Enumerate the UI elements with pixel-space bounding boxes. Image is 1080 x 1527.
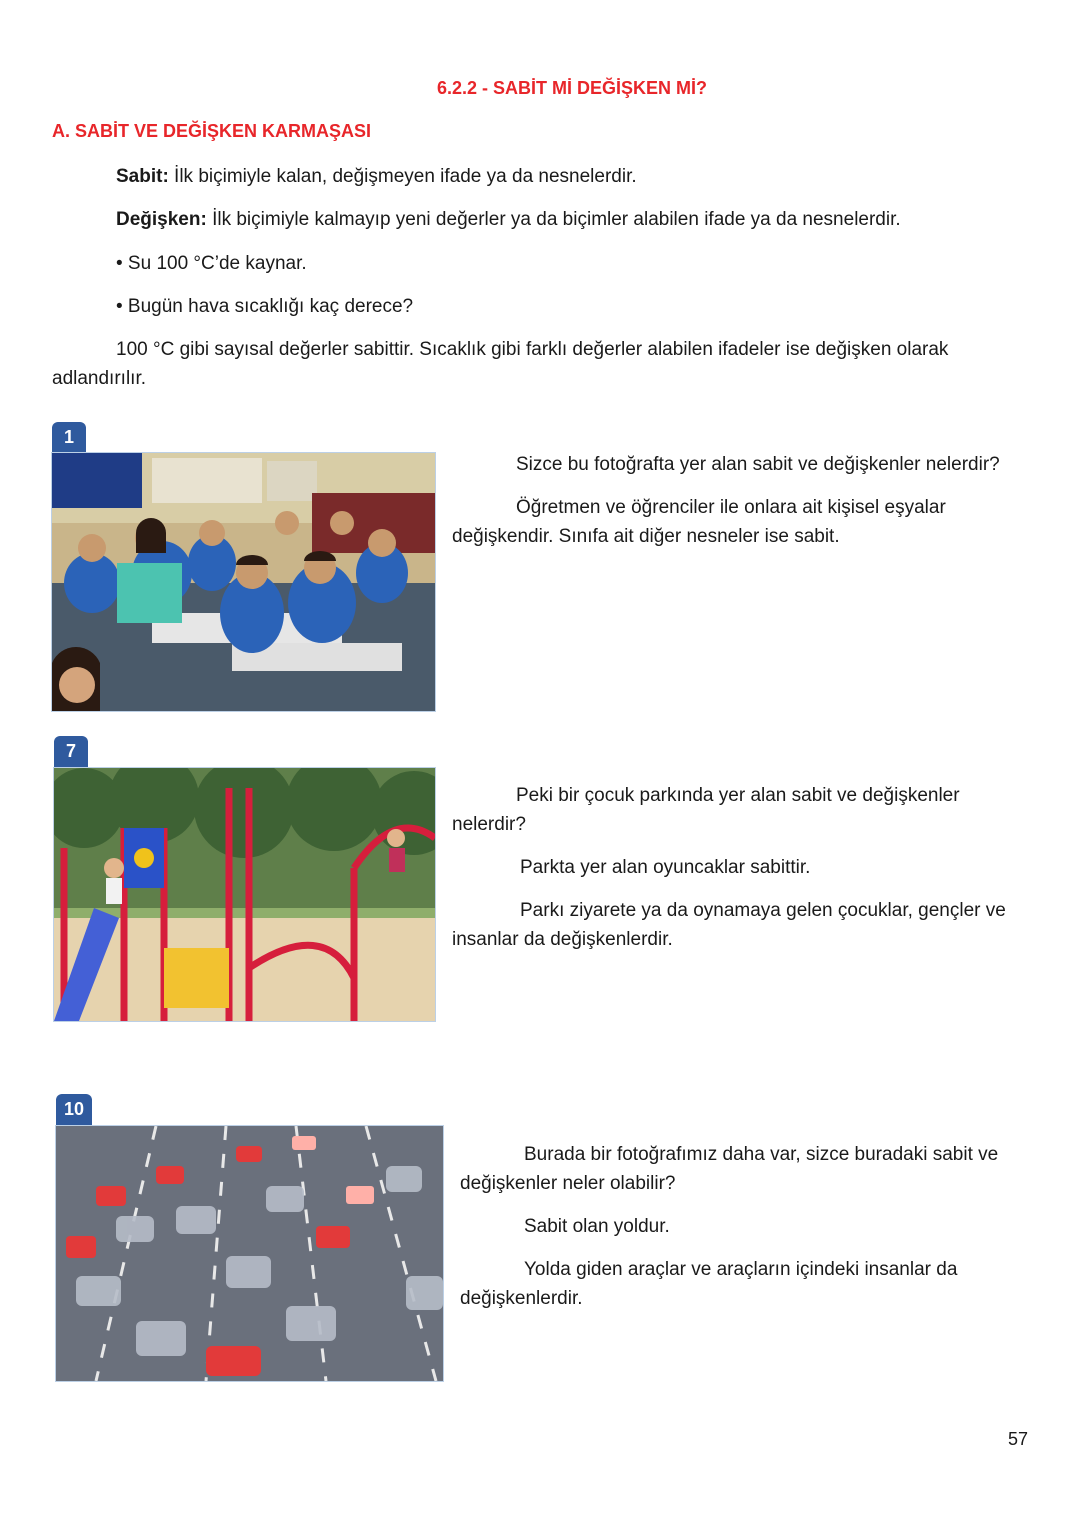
bullet-item: • Su 100 °C’de kaynar. [116, 253, 307, 274]
page-title: 6.2.2 - SABİT Mİ DEĞİŞKEN Mİ? [436, 78, 708, 98]
page-number: 57 [1007, 1429, 1028, 1449]
example-question: Burada bir fotoğrafımız daha var, sizce buradaki sabit ve değişkenler neler olabilir? [460, 1144, 999, 1194]
example-answer: Yolda giden araçlar ve araçların içindeki insanlar da değişkenlerdir. [460, 1259, 958, 1309]
variable-term: Değişken: [116, 209, 207, 230]
definition-variable [116, 205, 1036, 234]
summary-paragraph: 100 °C gibi sayısal değerler sabittir. Sıcaklık gibi farklı değerler alabilen ifadeler ise değişken olarak adlandırılır. [52, 339, 949, 389]
example-answer: Parkta yer alan oyuncaklar sabittir. [520, 857, 811, 878]
example-answer: Parkı ziyarete ya da oynamaya gelen çocuklar, gençler ve insanlar da değişkenlerdir. [452, 900, 1006, 950]
example-answer: Öğretmen ve öğrenciler ile onlara ait kişisel eşyalar değişkendir. Sınıfa ait diğer nesneler ise sabit. [452, 497, 946, 547]
bullet-item: • Bugün hava sıcaklığı kaç derece? [116, 296, 414, 317]
constant-term: Sabit: [116, 166, 169, 187]
example-question: Sizce bu fotoğrafta yer alan sabit ve değişkenler nelerdir? [516, 454, 1000, 475]
section-title: A. SABİT VE DEĞİŞKEN KARMAŞASI [52, 121, 372, 141]
figure-badge: 1 [52, 422, 86, 453]
variable-text: İlk biçimiyle kalmayıp yeni değerler ya da biçimler alabilen ifade ya da nesnelerdir. [206, 209, 901, 230]
definition-constant [116, 162, 1016, 191]
constant-text: İlk biçimiyle kalan, değişmeyen ifade ya da nesnelerdir. [168, 166, 637, 187]
example-answer: Sabit olan yoldur. [524, 1216, 670, 1237]
example-question: Peki bir çocuk parkında yer alan sabit ve değişkenler nelerdir? [452, 785, 960, 835]
classroom-photo [51, 452, 436, 712]
figure-badge: 10 [56, 1094, 92, 1125]
figure-badge: 7 [54, 736, 88, 767]
playground-photo [53, 767, 436, 1022]
traffic-photo [55, 1125, 444, 1382]
